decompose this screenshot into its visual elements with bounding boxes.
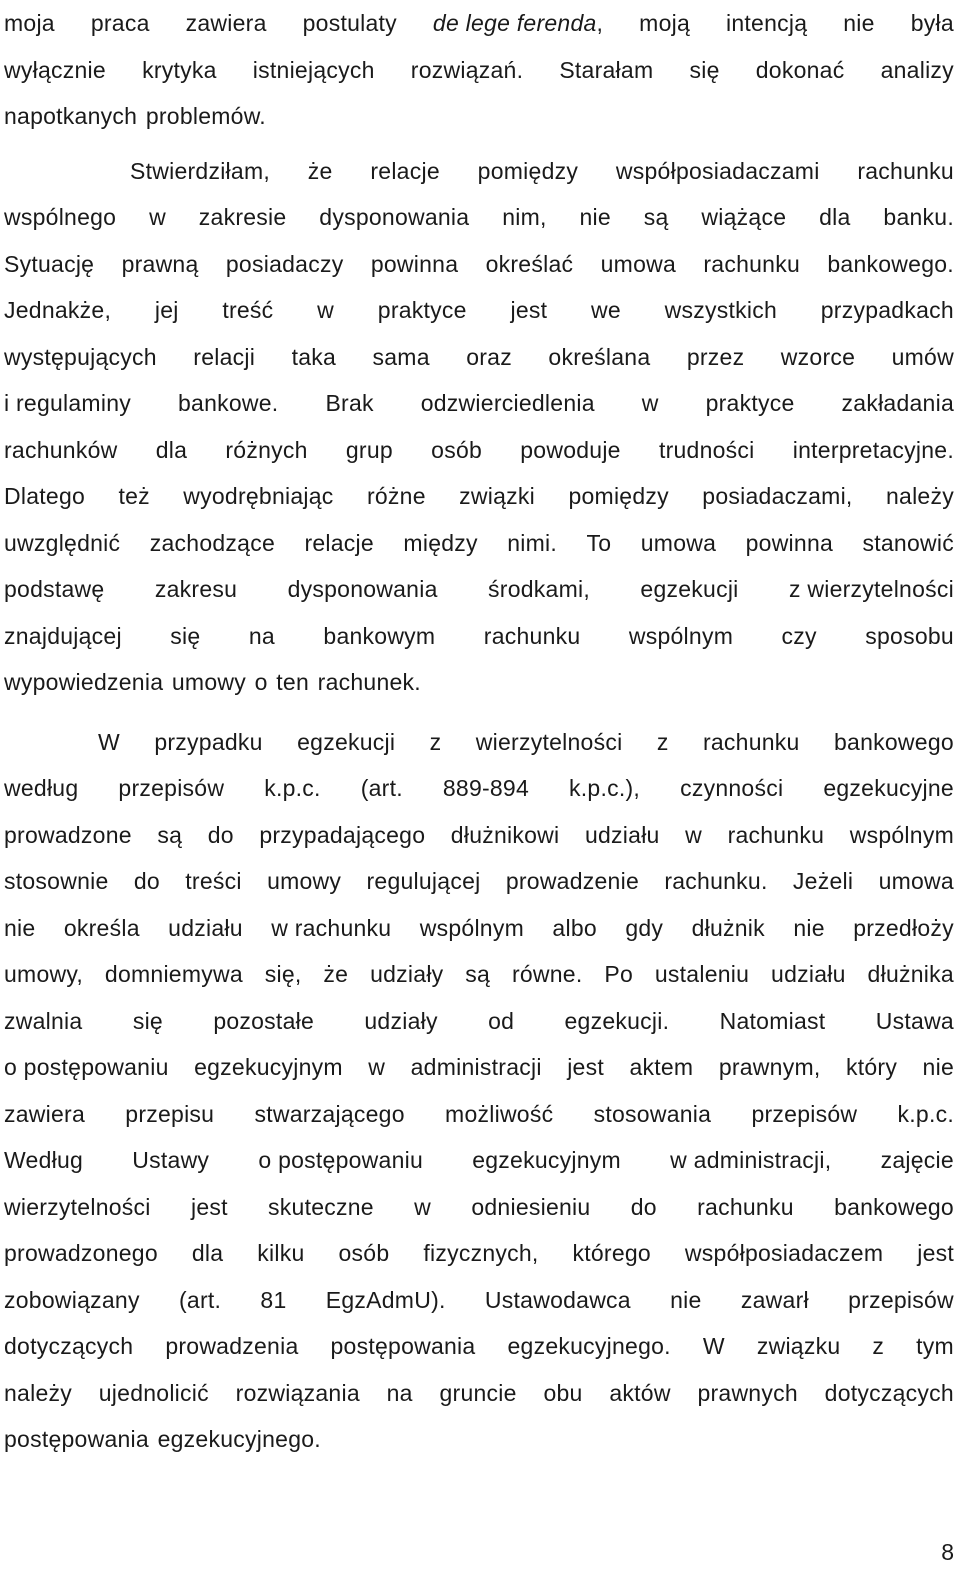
word: umów <box>891 343 954 370</box>
text-line <box>4 148 954 195</box>
word: wspólnego <box>4 204 117 230</box>
word: i regulaminy <box>4 390 131 416</box>
word: intencją <box>726 10 808 36</box>
text-line <box>4 1323 954 1370</box>
word: aktem <box>629 1054 694 1080</box>
text-line <box>4 566 954 613</box>
word: przepisów <box>848 1286 954 1313</box>
text-line <box>4 1416 954 1463</box>
word: w administracji, <box>670 1147 832 1173</box>
word: stosownie <box>4 868 109 894</box>
word: W <box>702 1333 725 1359</box>
word: związki <box>459 483 536 509</box>
text-line <box>4 0 954 47</box>
word: rachunku <box>697 1193 794 1220</box>
word: z <box>656 728 669 755</box>
word: jej <box>154 297 179 323</box>
word: nie <box>670 1286 702 1313</box>
text-line <box>4 1091 954 1138</box>
word: umowy <box>267 868 342 894</box>
word: zawarł <box>740 1286 809 1313</box>
word: kilku <box>257 1240 305 1266</box>
word: Jeżeli <box>792 868 854 894</box>
word: treści <box>185 868 242 894</box>
word: bankowego <box>834 728 954 755</box>
word: To <box>586 529 612 556</box>
word: współposiadaczami <box>615 157 820 184</box>
text-line <box>4 719 954 766</box>
word: (art. <box>179 1286 222 1313</box>
word: uwzględnić <box>4 529 121 556</box>
word: oraz <box>466 343 512 370</box>
word: przypadku <box>154 728 263 755</box>
word: różne <box>366 483 426 509</box>
word: postulaty <box>302 10 397 36</box>
word: w <box>641 390 659 416</box>
word: należy <box>4 1379 72 1406</box>
text-line <box>4 473 954 520</box>
word: aktów <box>609 1379 671 1406</box>
word: wyłącznie <box>4 56 106 83</box>
word: relacji <box>193 343 256 370</box>
word: odniesieniu <box>471 1193 591 1220</box>
word: określana <box>548 343 651 370</box>
word: stanowić <box>862 529 954 556</box>
word: Po <box>604 961 633 987</box>
word: domniemywa <box>104 961 243 987</box>
word: osób <box>338 1240 390 1266</box>
word: równe. <box>511 961 583 987</box>
word: postępowania egzekucyjnego. <box>4 1426 321 1452</box>
word: Starałam <box>559 56 654 83</box>
word: zawiera <box>185 10 267 36</box>
word: rachunków <box>4 436 118 463</box>
word: analizy <box>880 56 954 83</box>
word: relacje <box>370 157 440 184</box>
word: egzekucyjnym <box>472 1147 621 1173</box>
word: umowa <box>878 868 954 894</box>
word: przedłoży <box>853 914 954 941</box>
word: według <box>4 775 79 801</box>
word: się <box>132 1007 163 1034</box>
latin-phrase: de lege ferenda <box>432 10 597 36</box>
word: nie <box>922 1054 954 1080</box>
word: trudności <box>658 436 755 463</box>
word: powinna <box>745 529 834 556</box>
word: nie <box>793 914 825 941</box>
word: określać <box>485 250 574 277</box>
word: egzekucji <box>297 728 396 755</box>
word: w rachunku <box>271 914 392 941</box>
word: którego <box>572 1240 651 1266</box>
paragraph-gap <box>4 706 954 719</box>
word: stwarzającego <box>254 1100 405 1127</box>
word: egzekucyjne <box>823 775 954 801</box>
word: (art. <box>360 775 403 801</box>
word: też <box>118 483 150 509</box>
word: czynności <box>680 775 784 801</box>
word: ustaleniu <box>654 961 750 987</box>
word: wierzytelności <box>475 728 623 755</box>
word: w <box>685 821 703 848</box>
word: dysponowania <box>287 576 438 602</box>
word: o postępowaniu <box>4 1054 169 1080</box>
word: albo <box>552 914 597 941</box>
word: osób <box>431 436 483 463</box>
word: należy <box>885 483 954 509</box>
word: k.p.c. <box>897 1100 954 1127</box>
word: ujednolicić <box>98 1379 209 1406</box>
word: sposobu <box>865 622 954 649</box>
word: zwalnia <box>4 1007 83 1034</box>
word: wyodrębniając <box>183 483 334 509</box>
word: czy <box>781 622 817 649</box>
word: dłużnik <box>691 914 765 941</box>
word: w <box>414 1193 432 1220</box>
word: prawnym, <box>718 1054 821 1080</box>
word: Ustawy <box>132 1147 210 1173</box>
word: przypadającego <box>259 821 426 848</box>
word: zachodzące <box>149 529 275 556</box>
word: interpretacyjne. <box>792 436 954 463</box>
word: egzekucji. <box>564 1007 670 1034</box>
word: egzekucyjnego. <box>507 1333 671 1359</box>
word: prawną <box>121 250 199 277</box>
word: Natomiast <box>719 1007 826 1034</box>
word: udziały <box>364 1007 438 1034</box>
word: są <box>157 821 183 848</box>
word: dłużnika <box>867 961 954 987</box>
word: tym <box>916 1333 954 1359</box>
word: gruncie <box>439 1379 517 1406</box>
paragraph-3 <box>4 719 954 1463</box>
word: pomiędzy <box>568 483 669 509</box>
word: odzwierciedlenia <box>420 390 595 416</box>
text-line <box>4 951 954 998</box>
word: k.p.c.), <box>569 775 641 801</box>
word: w <box>149 204 166 230</box>
text-line <box>4 334 954 381</box>
word: dotyczących <box>824 1379 954 1406</box>
word: o postępowaniu <box>258 1147 424 1173</box>
word: Ustawa <box>875 1007 954 1034</box>
paragraph-gap <box>4 140 954 148</box>
document-page <box>4 0 954 1463</box>
word: rachunku <box>483 622 581 649</box>
word: się <box>170 622 201 649</box>
word: rozwiązań. <box>410 56 524 83</box>
word: z <box>429 728 442 755</box>
word: wypowiedzenia umowy o ten rachunek. <box>4 669 421 695</box>
word: do <box>630 1193 657 1220</box>
word: zakładania <box>841 390 954 416</box>
word: treść <box>222 297 274 323</box>
word: nie <box>4 914 36 941</box>
word: umowy, <box>4 961 84 987</box>
word: znajdującej <box>4 622 122 649</box>
word: wierzytelności <box>4 1193 151 1220</box>
text-line <box>4 1277 954 1324</box>
word: prowadzonego <box>4 1240 158 1266</box>
word: banku. <box>883 204 954 230</box>
word: udziału <box>168 914 243 941</box>
word: dla <box>191 1240 224 1266</box>
word: bankowym <box>323 622 436 649</box>
text-line <box>4 241 954 288</box>
word: środkami, <box>488 576 590 602</box>
word: współposiadaczem <box>684 1240 884 1266</box>
word: powinna <box>370 250 459 277</box>
word: przez <box>686 343 745 370</box>
word: dotyczących <box>4 1333 134 1359</box>
word: prowadzone <box>4 821 132 848</box>
word: umowa <box>600 250 677 277</box>
word: prowadzenia <box>165 1333 299 1359</box>
word: Ustawodawca <box>484 1286 631 1313</box>
word: Według <box>4 1147 84 1173</box>
word: wszystkich <box>664 297 778 323</box>
word: do <box>207 821 234 848</box>
word: nie <box>843 10 875 36</box>
word: skuteczne <box>268 1193 374 1220</box>
word: Dlatego <box>4 483 86 509</box>
word: rachunku <box>857 157 954 184</box>
word: k.p.c. <box>264 775 321 801</box>
word: związku <box>756 1333 841 1359</box>
text-line <box>4 1184 954 1231</box>
word: na <box>248 622 275 649</box>
word: nimi. <box>507 529 558 556</box>
text-line <box>4 1044 954 1091</box>
paragraph-2 <box>4 148 954 706</box>
word: zawiera <box>4 1100 86 1127</box>
word: bankowe. <box>177 390 279 416</box>
word: obu <box>543 1379 583 1406</box>
word: 889-894 <box>442 775 530 801</box>
text-line <box>4 765 954 812</box>
word: pozostałe <box>213 1007 315 1034</box>
paragraph-1 <box>4 0 954 140</box>
word: W <box>98 728 120 755</box>
word: praktyce <box>377 297 467 323</box>
word: jest <box>190 1193 228 1220</box>
word: egzekucyjnym <box>194 1054 343 1080</box>
word: napotkanych problemów. <box>4 103 266 129</box>
word: relacje <box>304 529 374 556</box>
text-line <box>4 1137 954 1184</box>
word: się, <box>264 961 302 987</box>
word: zajęcie <box>880 1147 954 1173</box>
word: dysponowania <box>319 204 470 230</box>
word: fizycznych, <box>423 1240 539 1266</box>
word: prowadzenie <box>505 868 639 894</box>
word: grup <box>345 436 393 463</box>
word: umowa <box>640 529 717 556</box>
word: nie <box>579 204 611 230</box>
page-number: 8 <box>941 1539 954 1565</box>
word: wspólnym <box>419 914 525 941</box>
word: praktyce <box>705 390 795 416</box>
text-line <box>4 47 954 94</box>
text-line <box>4 287 954 334</box>
word: określa <box>63 914 140 941</box>
word: do <box>133 868 160 894</box>
word: 81 <box>260 1286 287 1313</box>
word: dłużnikowi <box>450 821 560 848</box>
word: rachunku. <box>664 868 768 894</box>
text-line <box>4 93 954 140</box>
word: wzorce <box>780 343 856 370</box>
word: praca <box>90 10 150 36</box>
text-line <box>4 998 954 1045</box>
word: dla <box>155 436 188 463</box>
word: sama <box>372 343 430 370</box>
word: który <box>845 1054 898 1080</box>
word: powoduje <box>520 436 621 463</box>
text-line <box>4 380 954 427</box>
text-line <box>4 858 954 905</box>
word: się <box>689 56 720 83</box>
word: wspólnym <box>849 821 954 848</box>
word: gdy <box>625 914 664 941</box>
text-line <box>4 659 954 706</box>
word: dokonać <box>755 56 845 83</box>
word: posiadaczami, <box>702 483 853 509</box>
word: różnych <box>225 436 308 463</box>
word: krytyka <box>142 56 217 83</box>
word: w <box>317 297 335 323</box>
word: wiążące <box>701 204 787 230</box>
word: że <box>323 961 349 987</box>
word: są <box>643 204 669 230</box>
word: jest <box>917 1240 954 1266</box>
word: przepisu <box>125 1100 215 1127</box>
word: posiadaczy <box>225 250 344 277</box>
word: Jednakże, <box>4 297 112 323</box>
word: de lege ferenda, <box>433 0 603 47</box>
text-line <box>4 194 954 241</box>
word: dla <box>819 204 851 230</box>
word: jest <box>510 297 548 323</box>
word: pomiędzy <box>477 157 579 184</box>
word: z <box>872 1333 885 1359</box>
word: jest <box>567 1054 604 1080</box>
word: od <box>488 1007 515 1034</box>
word: przepisów <box>751 1100 858 1127</box>
word: występujących <box>4 343 157 370</box>
word: bankowego. <box>827 250 954 277</box>
text-line <box>4 520 954 567</box>
word: egzekucji <box>640 576 739 602</box>
word: rachunku <box>727 821 825 848</box>
word: była <box>910 10 954 36</box>
word: stosowania <box>593 1100 712 1127</box>
word: bankowego <box>834 1193 954 1220</box>
word: Stwierdziłam, <box>130 157 271 184</box>
text-line <box>4 905 954 952</box>
word: zobowiązany <box>4 1286 140 1313</box>
word: taka <box>291 343 337 370</box>
word: wspólnym <box>628 622 734 649</box>
word: administracji <box>410 1054 542 1080</box>
word: udziały <box>370 961 444 987</box>
word: możliwość <box>445 1100 554 1127</box>
word: udziału <box>771 961 846 987</box>
word: z wierzytelności <box>788 576 954 602</box>
word: nim, <box>502 204 547 230</box>
word: rozwiązania <box>235 1379 360 1406</box>
word: rachunku <box>703 250 801 277</box>
word: istniejących <box>252 56 375 83</box>
word: EgzAdmU). <box>325 1286 446 1313</box>
word: regulującej <box>366 868 481 894</box>
word: moja <box>4 10 55 36</box>
word: rachunku <box>702 728 800 755</box>
word: prawnych <box>697 1379 798 1406</box>
word: udziału <box>584 821 660 848</box>
word: podstawę <box>4 576 105 602</box>
text-line <box>4 1370 954 1417</box>
word: przypadkach <box>820 297 954 323</box>
word: są <box>465 961 491 987</box>
word: postępowania <box>330 1333 476 1359</box>
word: zakresie <box>198 204 287 230</box>
word: między <box>403 529 478 556</box>
text-line <box>4 427 954 474</box>
text-line <box>4 1230 954 1277</box>
word: przepisów <box>118 775 225 801</box>
text-line <box>4 812 954 859</box>
word: w <box>368 1054 386 1080</box>
word: moją <box>639 10 691 36</box>
word: Brak <box>325 390 374 416</box>
text-line <box>4 613 954 660</box>
word: we <box>590 297 621 323</box>
word: zakresu <box>154 576 238 602</box>
word: Sytuację <box>4 250 95 277</box>
word: że <box>307 157 333 184</box>
word: na <box>386 1379 413 1406</box>
